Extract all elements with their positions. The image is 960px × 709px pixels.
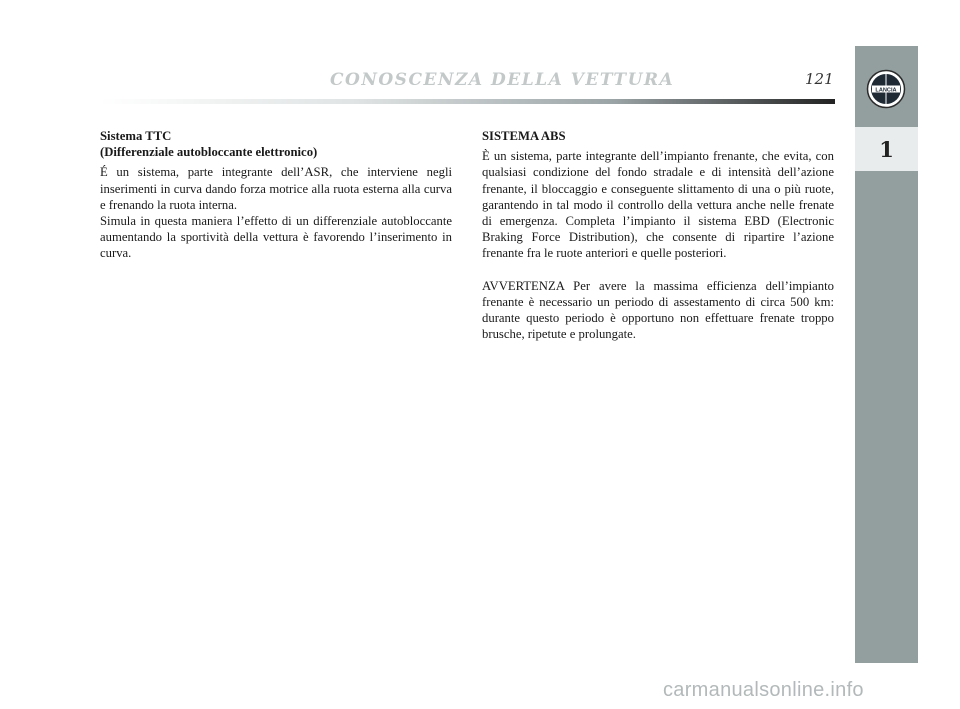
- left-column: [100, 128, 452, 262]
- ttc-heading-line2: (Differenziale autobloccante elettronico): [100, 145, 318, 160]
- chapter-tab[interactable]: [855, 127, 918, 171]
- abs-heading: SISTEMA ABS: [482, 129, 566, 143]
- abs-paragraph-1: È un sistema, parte integrante dell’impianto frenante, che evita, con qualsiasi condizione del fondo stradale e di intensità dell’azione frenante, il bloccaggio e conseguente slittamento di una o più ruote, garantendo in tal modo il controllo della vettura anche nelle frenate di emergenza. Completa l’impianto il sistema EBD (Electronic Braking Force Distribution), che consente di ripartire l’azione frenante fra le ruote anteriori e quelle posteriori.: [482, 149, 834, 261]
- watermark-text: carmanualsonline.info: [663, 679, 864, 701]
- ttc-paragraph-2: Simula in questa maniera l’effetto di un differenziale autobloccante aumentando la sportività della vettura è favorendo l’inserimento in curva.: [100, 214, 452, 261]
- header-divider: [100, 99, 835, 104]
- ttc-heading-line1: Sistema TTC: [100, 129, 172, 143]
- chapter-number: 1: [879, 136, 894, 162]
- ttc-paragraph-1: É un sistema, parte integrante dell’ASR, che interviene negli inserimenti in curva dando forza motrice alla ruota esterna alla curva e frenando la ruota interna.: [100, 165, 452, 212]
- abs-warning: AVVERTENZA Per avere la massima efficienza dell’impianto frenante è necessario un periodo di assestamento di circa 500 km: durante questo periodo è opportuno non effettuare frenate troppo brusche, ripetute e prolungate.: [482, 278, 834, 342]
- running-header-title: CONOSCENZA DELLA VETTURA: [330, 70, 675, 90]
- page-number: 121: [805, 70, 834, 88]
- logo-text: LANCIA: [875, 87, 897, 94]
- right-column: [482, 128, 834, 342]
- lancia-logo-icon: [866, 69, 906, 109]
